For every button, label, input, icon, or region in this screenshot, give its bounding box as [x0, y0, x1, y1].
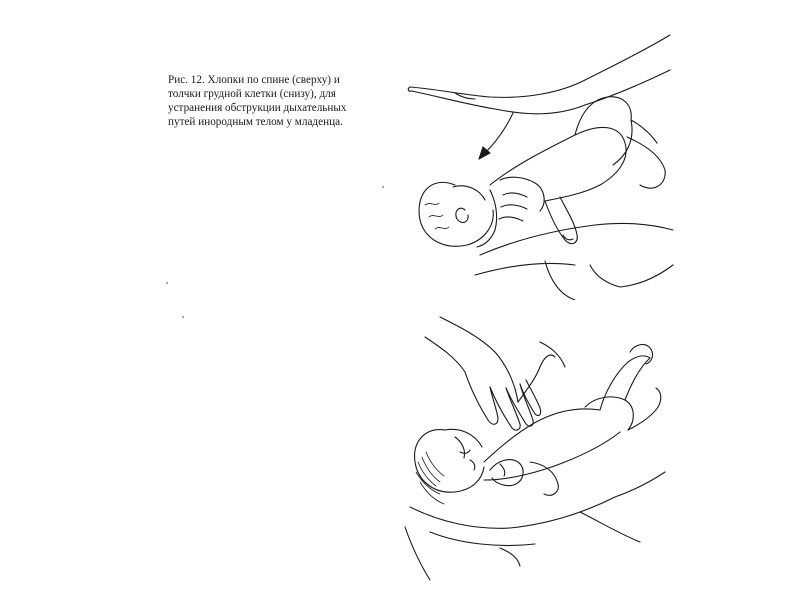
striking-hand: [408, 35, 670, 114]
supporting-hand: [475, 177, 673, 300]
scan-speck: [382, 186, 384, 188]
scan-speck: [166, 282, 168, 284]
caption-line-4: путей инородным телом у младенца.: [168, 116, 343, 128]
chest-thrusts-illustration: [400, 312, 670, 582]
chest-thrusts-drawing: [400, 312, 670, 582]
caption-line-3: устранения обструкции дыхательных: [168, 102, 347, 114]
infant-prone: [419, 97, 665, 247]
motion-arrow: [485, 113, 513, 153]
back-blows-drawing: [395, 25, 675, 300]
back-blows-illustration: [395, 25, 675, 300]
caption-line-1: Рис. 12. Хлопки по спине (сверху) и: [168, 74, 340, 86]
support-arm: [405, 472, 665, 580]
caption-line-2: толчки грудной клетки (снизу), для: [168, 88, 336, 100]
scan-speck: [182, 316, 184, 318]
infant-supine: [415, 345, 661, 504]
figure-caption: [168, 73, 383, 129]
pressing-hand: [425, 317, 565, 430]
